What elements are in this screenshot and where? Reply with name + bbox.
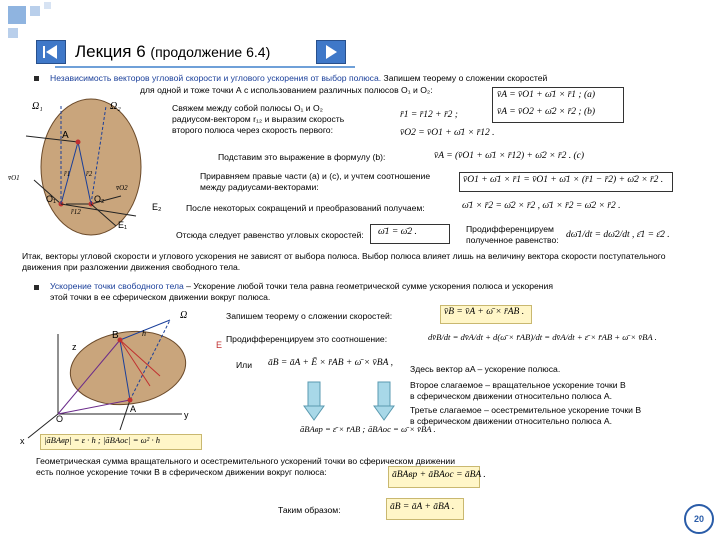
nav-prev-button[interactable] — [36, 40, 66, 64]
write-text: Запишем теорему о сложении скоростей: — [226, 311, 393, 321]
corner-square-1 — [8, 6, 26, 24]
equate-text-2: между радиусами-векторами: — [200, 182, 319, 192]
page-number-badge: 20 — [684, 504, 714, 534]
reduce-text: После некоторых сокращений и преобразований получаем: — [186, 203, 425, 213]
label-b: B — [112, 330, 119, 341]
label-e2: E₂ — [152, 202, 162, 212]
eq-a: v̄A = v̄O1 + ω̄1 × r̄1 ; (a) — [497, 90, 596, 100]
second-term-1: Второе слагаемое – вращательное ускорение точки B — [410, 380, 626, 390]
section1-heading: Независимость векторов угловой скорости и углового ускорения от выбор полюса. Запишем теорему о сложении скоростей — [50, 73, 548, 83]
label-a2: A — [130, 404, 137, 414]
eq-omega: ω̄1 = ω̄2 . — [378, 227, 417, 237]
equate-text-1: Приравняем правые части (a) и (c), и учтем соотношение — [200, 171, 431, 181]
label-r12: r̄12 — [71, 208, 81, 216]
label-r1: r̄1 — [64, 170, 71, 178]
page-title: Лекция 6 (продолжение 6.4) — [75, 42, 271, 61]
label-h: h — [142, 329, 146, 338]
label-x: x — [20, 436, 25, 446]
eq-c: v̄A = (v̄O1 + ω̄1 × r̄12) + ω̄2 × r̄2 . (c) — [434, 151, 585, 161]
diff-text: Продифференцируем это соотношение: — [226, 334, 388, 344]
eq-reduce: ω̄1 × r̄2 = ω̄2 × r̄2 , ω̄1 × r̄2 = ω̄2 × r̄2 . — [462, 201, 621, 211]
eq-final: āB = āA + āBA . — [390, 502, 455, 512]
label-e1: E₁ — [118, 220, 128, 230]
third-term-2: в сферическом движении относительно полюса A. — [410, 416, 612, 426]
nav-next-icon — [317, 41, 345, 63]
thus-text: Таким образом: — [278, 505, 341, 515]
section1-line2: для одной и тоже точки А с использованием различных полюсов O₁ и O₂: — [140, 85, 433, 95]
label-omega: Ω — [180, 310, 188, 321]
eq-mag: |āBAвр| = ε · h ; |āBAос| = ω² · h — [44, 435, 161, 445]
label-omega1: Ω₁ — [32, 101, 43, 112]
eq-ab: āB = āA + Ē × r̄AB + ω̄ × v̄BA , — [268, 358, 393, 368]
label-a: A — [62, 130, 69, 141]
label-vo1: v̄O1 — [8, 174, 20, 182]
subst-text: Подставим это выражение в формулу (b): — [218, 152, 386, 162]
label-y: y — [184, 410, 189, 420]
link-text-2: радиусом-вектором r₁₂ и выразим скорость — [172, 114, 345, 124]
label-e: E — [216, 340, 223, 350]
nav-next-button[interactable] — [316, 40, 346, 64]
corner-square-2 — [30, 6, 40, 16]
label-vo2: v̄O2 — [116, 184, 128, 192]
where-text: Здесь вектор aA – ускорение полюса. — [410, 364, 561, 374]
eq-equate: v̄O1 + ω̄1 × r̄1 = v̄O1 + ω̄1 × (r̄1 − r̄2) + ω̄2 × r̄2 . — [463, 175, 664, 185]
follow-text: Отсюда следует равенство угловых скоростей: — [176, 230, 364, 240]
eq-vb: v̄B = v̄A + ω̄ × r̄AB . — [444, 307, 525, 317]
section2-line2: этой точки в ее сферическом движении вокруг полюса. — [50, 292, 271, 302]
conclusion-text: Итак, векторы угловой скорости и углового ускорения не зависят от выбора полюса. Выбор полюса влияет лишь на величину вектора скорости поступательного движения при разложении движения свободного тела. — [22, 251, 666, 272]
link-text-1: Свяжем между собой полюсы O₁ и O₂ — [172, 103, 323, 113]
section2-heading: Ускорение точки свободного тела – Ускорение любой точки тела равна геометрической сумме ускорения полюса и ускорения — [50, 281, 553, 291]
title-underline — [55, 66, 355, 68]
diff-text-2: полученное равенство: — [466, 235, 559, 245]
label-o2: O₂ — [94, 194, 105, 204]
bullet-2 — [34, 285, 39, 290]
diagram-free-body — [20, 306, 223, 446]
label-o1: O₁ — [46, 194, 57, 204]
eq-eps: dω̄1/dt = dω̄2/dt , ε̄1 = ε̄2 . — [566, 230, 670, 240]
eq-dv: dv̄B/dt = dv̄A/dt + d(ω̄ × r̄AB)/dt = dv̄A/dt + ε̄ × r̄AB + ω̄ × v̄BA . — [428, 332, 657, 342]
second-term-2: в сферическом движении относительно полюса A. — [410, 391, 612, 401]
label-omega2: Ω₂ — [110, 101, 121, 112]
eq-avr: āBAвр = ε̄ × r̄AB ; — [300, 424, 366, 434]
diff-text-1: Продифференцируем — [466, 224, 554, 234]
label-o: O — [56, 414, 64, 424]
diagram-two-poles — [6, 92, 181, 242]
eq-full: āBAвр + āBAос = āBA . — [392, 470, 486, 480]
corner-square-4 — [44, 2, 51, 9]
eq-vo2: v̄O2 = v̄O1 + ω̄1 × r̄12 . — [400, 128, 495, 138]
link-text-3: второго полюса через скорость первого: — [172, 125, 333, 135]
geo-sum-1: Геометрическая сумма вращательного и осестремительного ускорений точки во сферическом движении — [36, 456, 455, 466]
eq-aos: āBAос = ω̄ × v̄BA . — [368, 424, 436, 434]
eq-r: r̄1 = r̄12 + r̄2 ; — [400, 110, 458, 120]
eq-b: v̄A = v̄O2 + ω̄2 × r̄2 ; (b) — [497, 107, 596, 117]
geo-sum-2: есть полное ускорение точки B в сферическом движении вокруг полюса: — [36, 467, 327, 477]
label-r2: r̄2 — [86, 170, 93, 178]
or-text: Или — [236, 360, 252, 370]
bullet-1 — [34, 76, 39, 81]
nav-prev-icon — [37, 41, 65, 63]
third-term-1: Третье слагаемое – осестремительное ускорение точки B — [410, 405, 642, 415]
label-z: z — [72, 342, 77, 352]
corner-square-3 — [8, 28, 18, 38]
